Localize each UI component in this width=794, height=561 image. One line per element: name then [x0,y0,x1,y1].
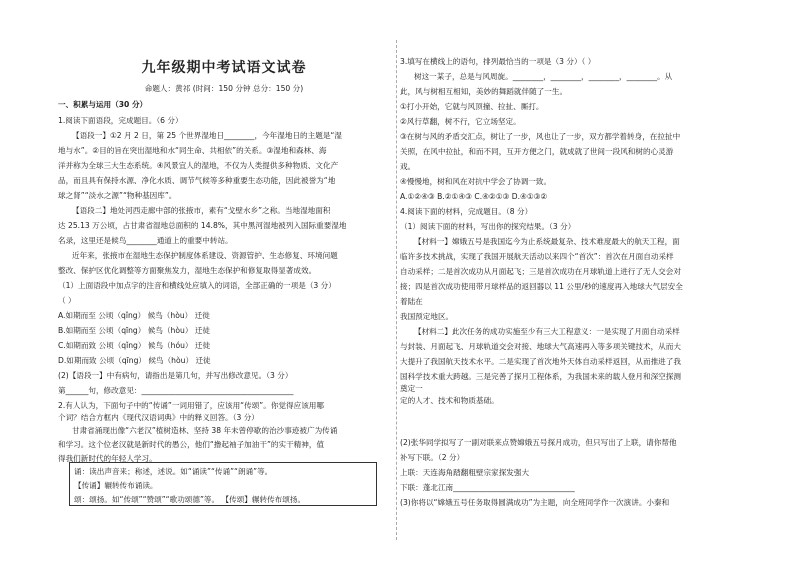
paper-title: 九年级期中考试语文试卷 [141,60,307,76]
passage-line: 球之肾”“淡水之源”“物种基因库”。 [58,191,177,200]
question-4-heading: 4.阅读下面的材料，完成题目。（8 分） [400,207,533,216]
sentence-option: ②风行草翻，树不行，它立场坚定。 [400,117,521,126]
question-2-line: 个词？结合方框内《现代汉语词典》中的释义回答。（3 分） [58,413,259,422]
question-3-stem: 树这一某子，总是与风周旋。________，________，________，________。从 [414,72,673,81]
passage-line: 名录，这里还是候鸟________通道上的重要中转站。 [58,236,233,245]
right-column [400,0,736,561]
left-column [58,0,390,561]
passage-line: 品，而且具有保持水源、净化水质、调节气候等多种重要生态功能，因此被誉为“地 [58,176,336,185]
material-line: 【材料二】此次任务的成功实施至少有三大工程意义：一是实现了月面自动采样 [414,327,680,336]
passage-line: 地与水”。②目的旨在突出湿地和水“同生命、共相依”的关系。③湿地和森林、海 [58,146,327,155]
dictionary-line: 诵：读出声音来；称述，述说。如“诵读”“传诵”“朗诵”等。 [74,467,273,476]
material-line: 奠定一 [400,384,423,393]
couplet-upper: 上联：天连海角踏翻粗壁宗家探发强大 [400,468,530,477]
sentence-option: 戏。 [400,162,416,171]
dictionary-box [69,462,377,506]
subquestion-line: (2)张华同学拟写了一副对联来点赞嫦娥五号探月成功，但只写出了上联，请你帮他 [400,438,677,447]
question-3-stem: 此，风与树相互相知，美妙的舞蹈就伴随了一生。 [400,87,568,96]
material-line: 接；四是首次成功使用带月球样品的返回器以 11 公里/秒的速度再入地球大气层安全 [400,282,683,291]
section-heading: 一、积累与运用（30 分） [58,100,148,109]
material-line: 临许多技术挑战，实现了我国开展航天活动以来四个“首次”：首次在月面自动采样 [400,252,674,261]
subquestion-line: （1）阅读下面的材料，写出你的探究结果。（3 分） [400,222,576,231]
option-b: B.如期而至 公顷（qīng） 候鸟（hòu） 迁徒 [58,326,211,335]
sentence-option: ④慢慢地，树和风在对抗中学会了协调一致。 [400,177,552,186]
answer-bracket: （ ） [58,296,76,305]
question-2-sentence: 和学习。这个位老汉就是新时代的愚公，他们“撸起袖子加油干”的实干精神，值 [58,440,325,449]
material-line: 大提升了我国航天技术水平。二是实现了首次地外天体自动采样返回，从而推进了我 [400,357,681,366]
question-2-sentence: 甘肃省涌现出像“六老汉”植树造林、坚持 38 年未曾停歇的治沙事迹被广为传诵 [72,426,338,435]
option-c: C.如期而致 公顷（qǐng） 候鸟（hóu） 迁徙 [58,341,211,350]
material-line: 定的人才、技术和物质基础。 [400,396,499,405]
passage-line: 整改、保护区优化调整等方面聚焦发力，湿地生态保护和修复取得显著成效。 [58,266,317,275]
material-line: 自动采样；二是首次成功从月面起飞；三是首次成功在月球轨道上进行了无人交会对 [400,267,681,276]
option-a: A.如期而至 公顷（qǐng） 候鸟（hòu） 迁徙 [58,311,210,320]
column-divider [396,40,397,540]
paper-meta: 命题人：黄祁 (时间：150 分钟 总分：150 分) [144,84,304,93]
material-line: 【材料一】嫦娥五号是我国迄今为止系统最复杂、技术难度最大的航天工程，面 [414,237,680,246]
subquestion-line: （1）上面语段中加点字的注音和横线处应填入的词语，全部正确的一项是（3 分） [58,281,336,290]
option-d: D.如期而致 公顷（qīng） 候鸟（hòu） 迁徒 [58,356,211,365]
passage-line: 近年来，张掖市在湿地生态保护制度体系建设、资源管护、生态修复、环境问题 [72,251,338,260]
passage-line: 洋并称为全球三大生态系统。④风景宜人的湿地，不仅为人类提供多种物质、文化产 [58,161,339,170]
subquestion-line: (2)【语段一】中有病句，请指出是第几句，并写出修改意见。（3 分） [58,371,293,380]
passage-line: 【语段二】地处河西走廊中部的张掖市，素有“戈壁水乡”之称。当地湿地面积 [72,206,331,215]
question-2-sentence: 得我们新时代的年轻人学习。 [58,454,157,463]
question-2-line: 2.有人认为，下面句子中的“传诵”一词用错了，应该用“传颂”。你觉得应该用哪 [58,401,324,410]
subquestion-line: (3)你将以“嫦娥五号任务取得圆满成功”为主题，向全班同学作一次演讲。小秦和 [400,498,670,507]
material-line: 着陆在 [400,297,423,306]
question-1-heading: 1.阅读下面语段，完成题目。（6 分） [58,116,183,125]
material-line: 与封装、月面起飞、月球轨道交会对接、地球大气高速再入等多项关键技术，从而大 [400,342,681,351]
subquestion-line: 补写下联。（2 分） [400,453,465,462]
sentence-option: 关照，在风中拉扯，和而不同，互开方便之门，就成就了世间一段风和树的心灵游 [400,147,674,156]
question-3-choices: A.①②④③ B.②①④③ C.④②①③ D.④①③② [400,192,548,201]
material-line: 国科学技术重大跨越。三是完善了探月工程体系，为我国未来的载人登月和深空探测 [400,372,681,381]
dictionary-line: 【传诵】辗转传布诵读。 [74,481,158,490]
sentence-option: ①打小开始，它就与风顶撞、拉扯、厮打。 [400,102,544,111]
passage-line: 【语段一】①2 月 2 日，第 25 个世界湿地日________，今年湿地日的主题是“湿 [72,131,342,140]
answer-line: 第______句，修改意见：________________________________________ [58,386,294,395]
dictionary-line: 颂：颂扬。如“传颂”“赞颂”“歌功颂德”等。 【传颂】辗转传布颂扬。 [74,495,306,504]
question-3-heading: 3.填写在横线上的语句，排列最恰当的一项是（3 分）（ ） [400,57,596,66]
couplet-lower: 下联：蓬北江南________________________________ [400,483,575,492]
material-line: 我国预定地区。 [400,312,454,321]
sentence-option: ③在树与风的矛盾交汇点，树让了一步，风也让了一步，双方都学着转身，在拉扯中 [400,132,681,141]
passage-line: 达 25.13 万公顷，占甘肃省湿地总面积的 14.8%，其中黑河湿地被列入国际重要湿地 [58,221,347,230]
